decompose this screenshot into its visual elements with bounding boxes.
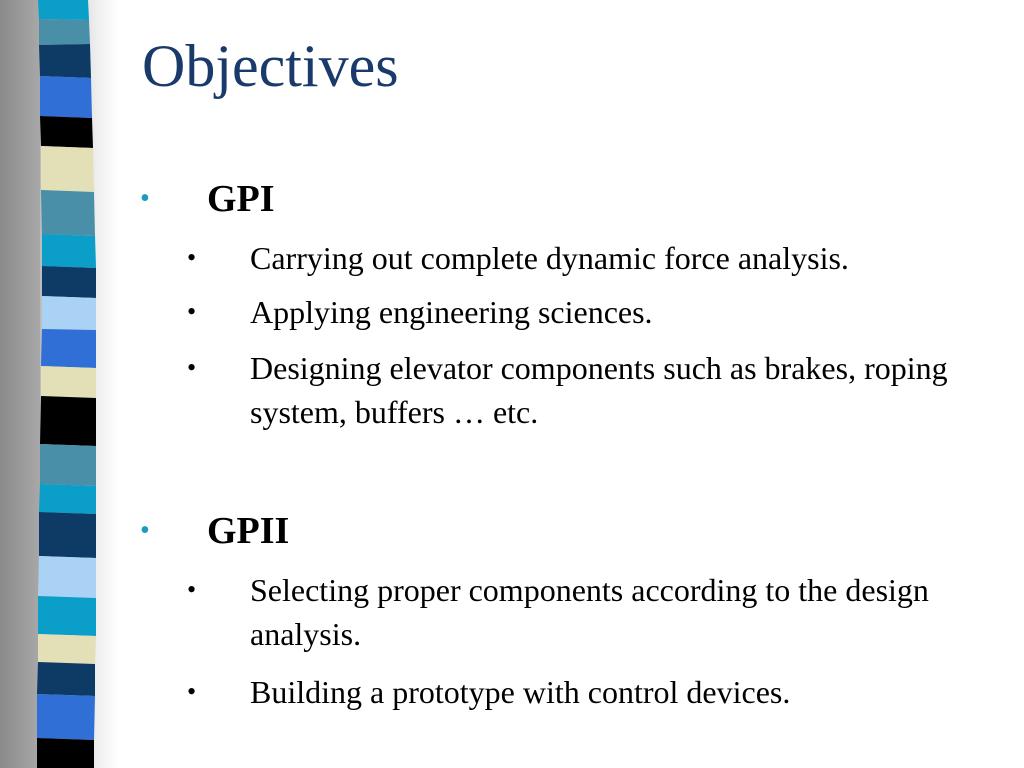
bullet-icon: • bbox=[187, 353, 197, 382]
slide-title: Objectives bbox=[142, 33, 399, 99]
bullet-icon: • bbox=[187, 677, 197, 706]
list-item-text: Designing elevator components such as brakes, roping system, buffers … etc. bbox=[250, 350, 948, 430]
list-item-text: Selecting proper components according to the design analysis. bbox=[250, 572, 929, 652]
bullet-icon: • bbox=[187, 243, 197, 272]
bullet-icon: • bbox=[140, 515, 150, 546]
bullet-icon: • bbox=[140, 183, 150, 214]
section-heading-label: GPI bbox=[207, 178, 275, 220]
decorative-strip-edge bbox=[0, 0, 40, 768]
decorative-color-strip bbox=[36, 0, 96, 768]
list-item-text: Carrying out complete dynamic force analysis. bbox=[250, 240, 849, 276]
bullet-icon: • bbox=[187, 575, 197, 604]
list-item-text: Applying engineering sciences. bbox=[250, 294, 653, 330]
bullet-icon: • bbox=[187, 297, 197, 326]
list-item-text: Building a prototype with control devices. bbox=[250, 674, 791, 710]
section-heading-label: GPII bbox=[207, 510, 290, 552]
